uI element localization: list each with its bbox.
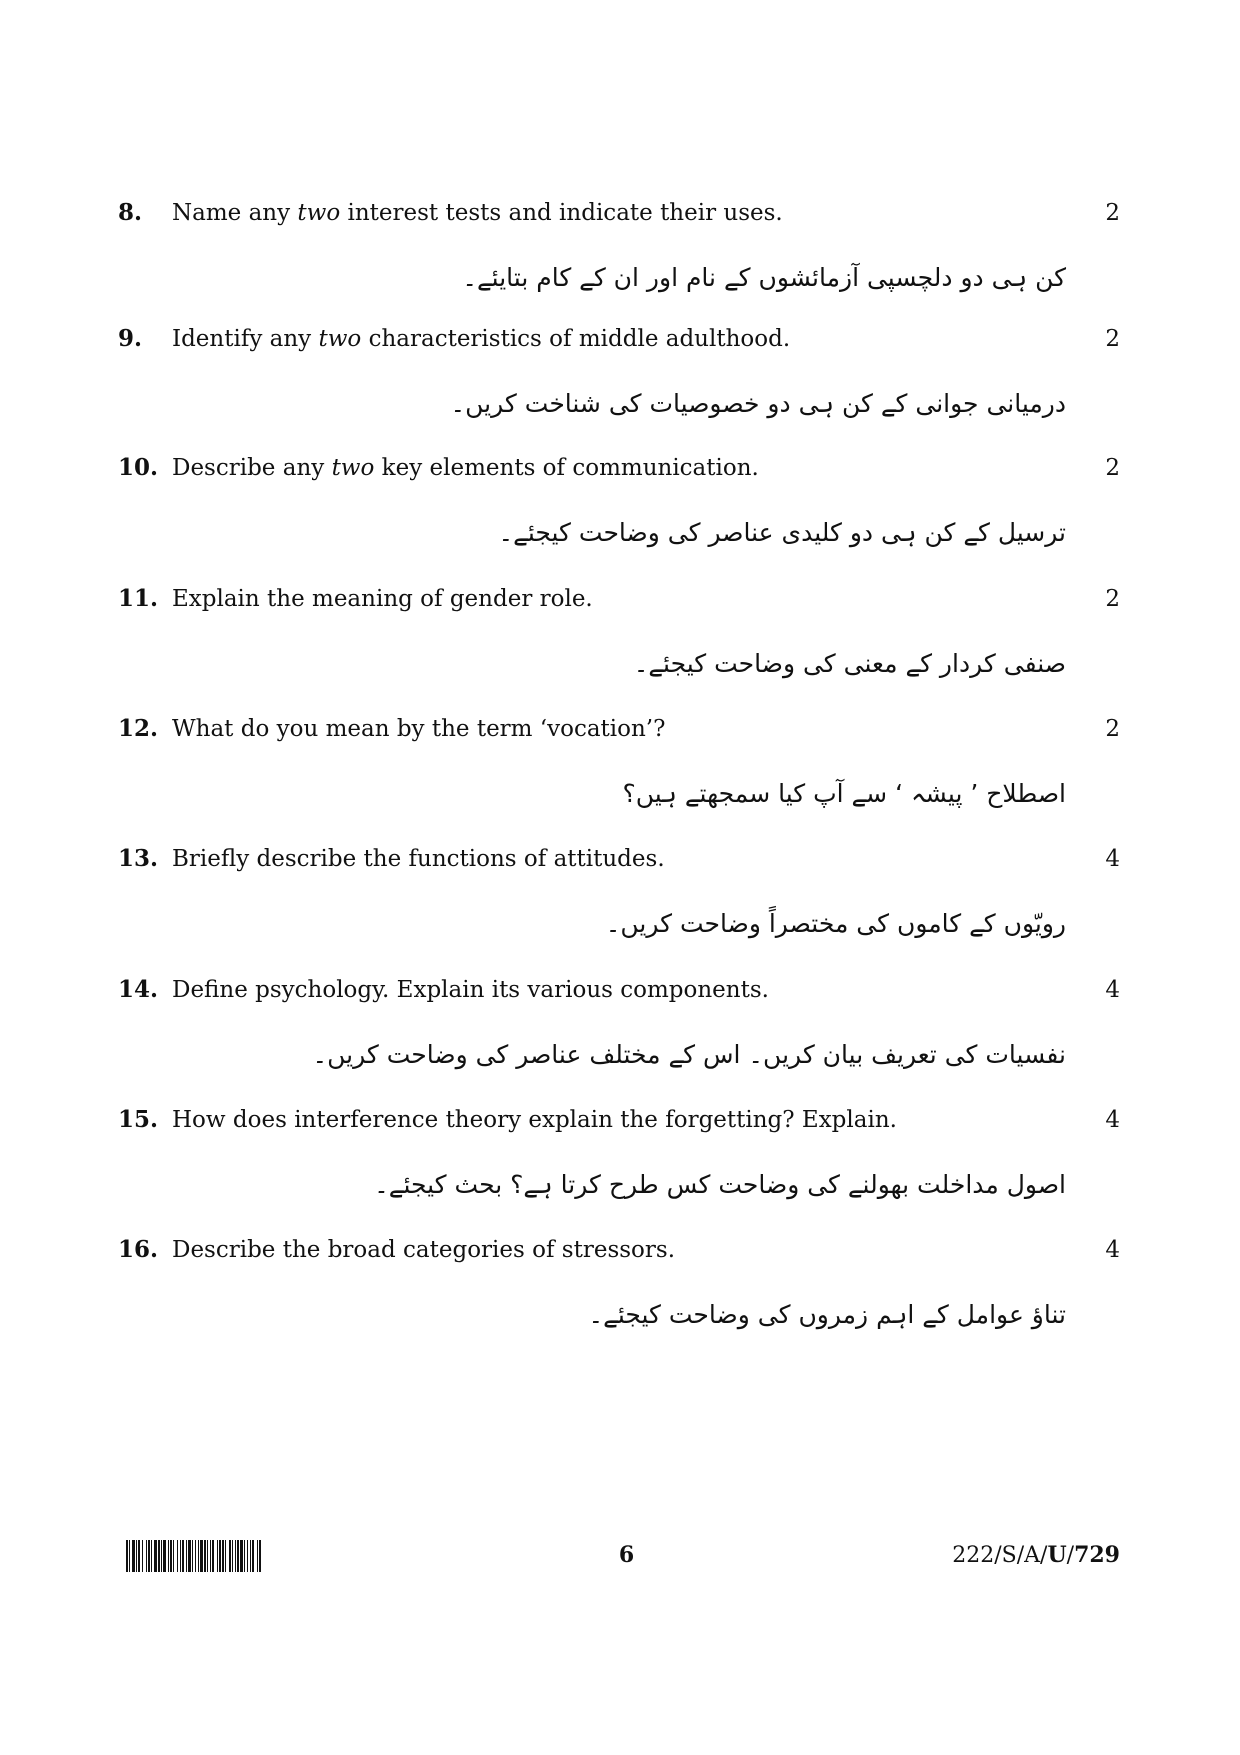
question-urdu-text: اصول مداخلت بھولنے کی وضاحت کس طرح کرتا ہے؟ بحث کیجئے۔ — [374, 1170, 1066, 1199]
question-marks: 2 — [1105, 586, 1120, 612]
question-urdu-text: صنفی کردار کے معنی کی وضاحت کیجئے۔ — [633, 649, 1066, 678]
question-14 — [118, 973, 1120, 1077]
question-urdu-text: ترسیل کے کن ہی دو کلیدی عناصر کی وضاحت کیجئے۔ — [498, 518, 1066, 547]
page-number: 6 — [618, 1542, 635, 1568]
question-number: 12. — [118, 715, 159, 742]
question-text: Identify any two characteristics of middle adulthood. — [172, 326, 791, 352]
question-8 — [118, 196, 1120, 300]
question-11 — [118, 582, 1120, 686]
question-12 — [118, 712, 1120, 816]
question-marks: 4 — [1105, 1107, 1120, 1133]
question-urdu-text: کن ہی دو دلچسپی آزمائشوں کے نام اور ان کے کام بتایئے۔ — [462, 263, 1066, 292]
question-number: 10. — [118, 454, 159, 481]
question-9 — [118, 322, 1120, 426]
question-urdu-text: نفسیات کی تعریف بیان کریں۔ اس کے مختلف عناصر کی وضاحت کریں۔ — [312, 1040, 1066, 1069]
question-marks: 2 — [1105, 455, 1120, 481]
question-urdu-text: اصطلاح ’ پیشہ ‘ سے آپ کیا سمجھتے ہیں؟ — [622, 779, 1066, 808]
question-15 — [118, 1103, 1120, 1207]
question-marks: 2 — [1105, 326, 1120, 352]
question-number: 11. — [118, 585, 159, 612]
question-marks: 2 — [1105, 716, 1120, 742]
question-text: Describe any two key elements of communication. — [172, 455, 759, 481]
question-urdu-text: درمیانی جوانی کے کن ہی دو خصوصیات کی شناخت کریں۔ — [450, 389, 1066, 418]
question-text: Name any two interest tests and indicate their uses. — [172, 200, 783, 226]
question-13 — [118, 842, 1120, 946]
question-16 — [118, 1233, 1120, 1337]
question-number: 9. — [118, 325, 143, 352]
question-marks: 4 — [1105, 1237, 1120, 1263]
question-text: How does interference theory explain the forgetting? Explain. — [172, 1107, 897, 1133]
question-text: Define psychology. Explain its various components. — [172, 977, 769, 1003]
question-marks: 4 — [1105, 977, 1120, 1003]
question-marks: 2 — [1105, 200, 1120, 226]
question-marks: 4 — [1105, 846, 1120, 872]
question-number: 14. — [118, 976, 159, 1003]
paper-code: 222/S/A/U/729 — [952, 1542, 1120, 1568]
question-urdu-text: رویّوں کے کاموں کی مختصراً وضاحت کریں۔ — [605, 909, 1066, 938]
question-text: Describe the broad categories of stressors. — [172, 1237, 676, 1263]
question-text: Explain the meaning of gender role. — [172, 586, 593, 612]
question-number: 13. — [118, 845, 159, 872]
question-10 — [118, 451, 1120, 555]
question-number: 16. — [118, 1236, 159, 1263]
question-text: What do you mean by the term ‘vocation’? — [172, 716, 666, 742]
question-urdu-text: تناؤ عوامل کے اہم زمروں کی وضاحت کیجئے۔ — [588, 1300, 1066, 1329]
page-footer — [126, 1536, 1120, 1580]
question-number: 8. — [118, 199, 143, 226]
question-text: Briefly describe the functions of attitudes. — [172, 846, 665, 872]
question-number: 15. — [118, 1106, 159, 1133]
